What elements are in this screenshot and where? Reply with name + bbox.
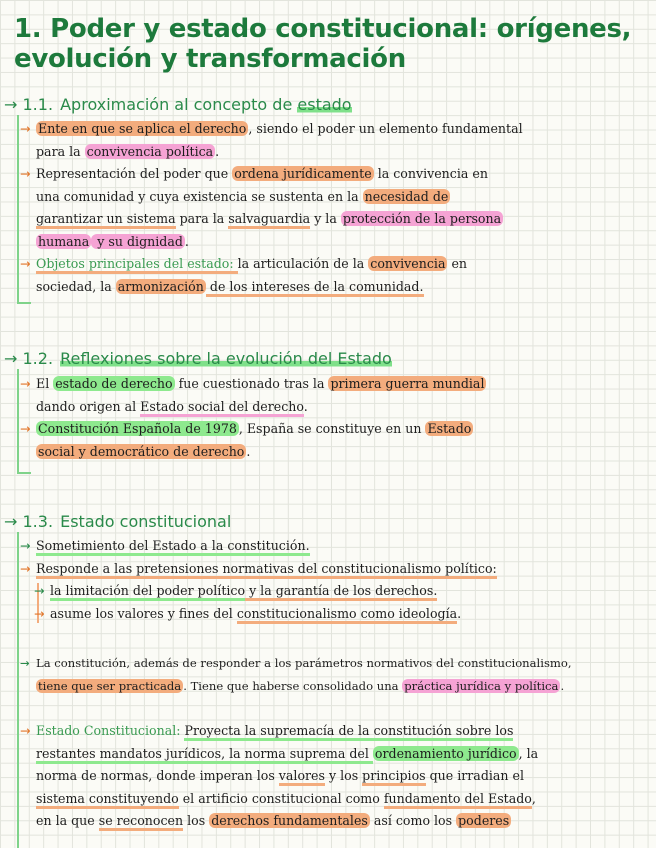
heading-text: Reflexiones sobre la evolución del Estado [60,349,392,368]
section-heading-1-1 [4,95,352,115]
arrow-icon: → [20,656,30,670]
bracket-line [17,115,19,303]
section-1-3-para: → La constitución, además de responder a los parámetros normativos del constitucionalismo, tiene que ser practicada . Tiene que haberse consolidado una práctica jurídica y política . [20,652,648,697]
list-item: → Responde a las pretensiones normativas del constitucionalismo político: [20,558,648,581]
arrow-icon: → [34,583,45,598]
list-item: → la limitación del poder político y la garantía de los derechos. [34,580,648,603]
arrow-icon: → 1.1. [4,95,59,114]
section-1-1-body: → Ente en que se aplica el derecho , siendo el poder un elemento fundamental para la convivencia política . → Representación del poder que ordena jurídicamente la convivencia en una comunidad y cuya existencia se sustenta en la necesidad de garantizar un sistema para la salvaguardia y la protección de la persona humana y su dignidad . → Objetos principales del estado: la articulación de la convivencia en sociedad, la armonización de los intereses de la comunidad. [20,118,648,298]
section-1-3-body [20,535,648,580]
list-item: → Ente en que se aplica el derecho , siendo el poder un elemento fundamental [20,118,648,141]
arrow-icon: → [20,538,31,553]
list-item: → La constitución, además de responder a los parámetros normativos del constitucionalismo, [20,652,648,675]
arrow-icon: → 1.2. [4,349,59,368]
section-1-2-body: → El estado de derecho fue cuestionado tras la primera guerra mundial dando origen al Estado social del derecho. → Constitución Española de 1978 , España se constituye en un Estado social y democrático de derecho . [20,373,648,463]
arrow-icon: → [20,421,31,436]
bracket-line [17,369,19,473]
list-item: → asume los valores y fines del constitucionalismo como ideología. [34,603,648,626]
bracket-line [17,532,19,848]
list-item: → Objetos principales del estado: la articulación de la convivencia en [20,253,648,276]
list-item: → Estado Constitucional: Proyecta la supremacía de la constitución sobre los [20,720,648,743]
arrow-icon: → [34,605,45,621]
section-heading-1-2 [4,349,392,369]
list-item: → Sometimiento del Estado a la constitución. [20,535,648,558]
arrow-icon: → 1.3. [4,512,59,531]
arrow-icon: → [20,256,31,271]
heading-text: Estado constitucional [60,512,232,531]
arrow-icon: → [20,723,31,738]
list-item: → El estado de derecho fue cuestionado tras la primera guerra mundial [20,373,648,396]
arrow-icon: → [20,166,31,181]
page-title: 1. Poder y estado constitucional: orígenes, evolución y transformación [14,14,632,74]
heading-keyword: estado [297,95,352,114]
section-1-3-definition: → Estado Constitucional: Proyecta la supremacía de la constitución sobre los restantes mandatos jurídicos, la norma suprema del ordenamiento jurídico , la norma de normas, donde imperan los valores y los principios que irradian el sistema constituyendo el artificio constitucional como fundamento del Estado, en la que se reconocen los derechos fundamentales así como los poderes [20,720,648,833]
list-item: → Constitución Española de 1978 , España se constituye en un Estado [20,418,648,441]
bracket-foot [17,302,31,304]
section-1-3-sublist [34,580,648,625]
heading-text: Aproximación al concepto de [60,95,298,114]
arrow-icon: → [20,376,31,391]
arrow-icon: → [20,560,31,576]
section-heading-1-3 [4,512,231,532]
list-item: → Representación del poder que ordena jurídicamente la convivencia en [20,163,648,186]
bracket-foot [17,472,31,474]
arrow-icon: → [20,121,31,136]
